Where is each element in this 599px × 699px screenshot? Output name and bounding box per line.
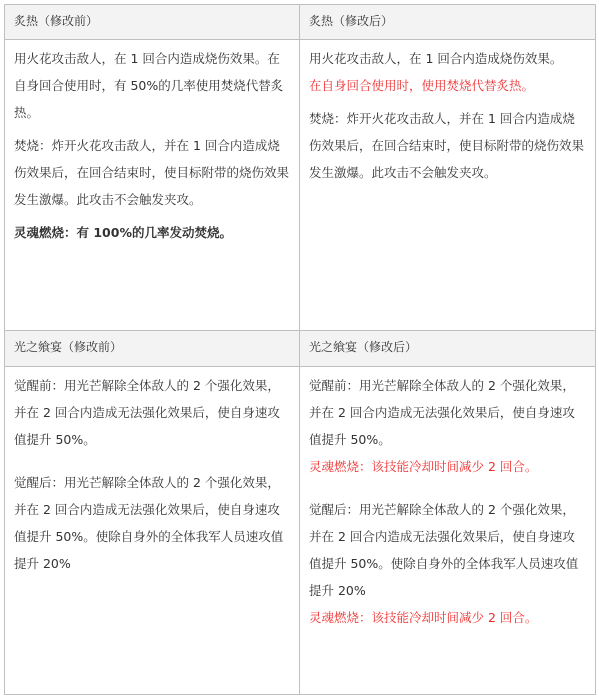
- header-cell-after-1: [300, 4, 596, 40]
- text-paragraph: 焚烧：炸开火花攻击敌人，并在 1 回合内造成烧伤效果后，在回合结束时，使目标附带的烧伤效果发生激爆。此攻击不会触发夹攻。: [14, 138, 290, 207]
- text-paragraph: 觉醒前：用光芒解除全体敌人的 2 个强化效果，并在 2 回合内造成无法强化效果后，使自身速攻值提升 50%。: [14, 378, 280, 447]
- body-cell-before-1: [4, 40, 300, 331]
- body-cell-after-1: [300, 40, 596, 331]
- text-paragraph-highlight: 灵魂燃烧：该技能冷却时间减少 2 回合。: [309, 459, 538, 474]
- text-paragraph: 用火花攻击敌人，在 1 回合内造成烧伤效果。: [309, 51, 563, 66]
- text-paragraph-highlight: 在自身回合使用时，使用焚烧代替炙热。: [309, 78, 535, 93]
- header-cell-after-2: [300, 331, 596, 367]
- text-paragraph: 焚烧：炸开火花攻击敌人，并在 1 回合内造成烧伤效果后，在回合结束时，使目标附带的烧伤效果发生激爆。此攻击不会触发夹攻。: [309, 111, 585, 180]
- text-paragraph: 觉醒后：用光芒解除全体敌人的 2 个强化效果，并在 2 回合内造成无法强化效果后，使自身速攻值提升 50%。使除自身外的全体我军人员速攻值提升 20%: [14, 475, 284, 571]
- text-paragraph: 觉醒后：用光芒解除全体敌人的 2 个强化效果，并在 2 回合内造成无法强化效果后，使自身速攻值提升 50%。使除自身外的全体我军人员速攻值提升 20%: [309, 502, 579, 598]
- header-label: 光之飨宴（修改前）: [14, 340, 123, 354]
- text-paragraph: 觉醒前：用光芒解除全体敌人的 2 个强化效果，并在 2 回合内造成无法强化效果后，使自身速攻值提升 50%。: [309, 378, 575, 447]
- text-paragraph-bold: 灵魂燃烧：有 100%的几率发动焚烧。: [14, 225, 232, 240]
- text-paragraph-highlight: 灵魂燃烧：该技能冷却时间减少 2 回合。: [309, 610, 538, 625]
- header-cell-before-2: [4, 331, 300, 367]
- header-cell-before-1: [4, 4, 300, 40]
- header-label: 光之飨宴（修改后）: [309, 340, 418, 354]
- body-cell-before-2: [4, 367, 300, 695]
- header-label: 炙热（修改后）: [309, 14, 394, 28]
- body-cell-after-2: [300, 367, 596, 695]
- text-paragraph: 用火花攻击敌人，在 1 回合内造成烧伤效果。在自身回合使用时，有 50%的几率使用焚烧代替炙热。: [14, 51, 284, 120]
- header-label: 炙热（修改前）: [14, 14, 99, 28]
